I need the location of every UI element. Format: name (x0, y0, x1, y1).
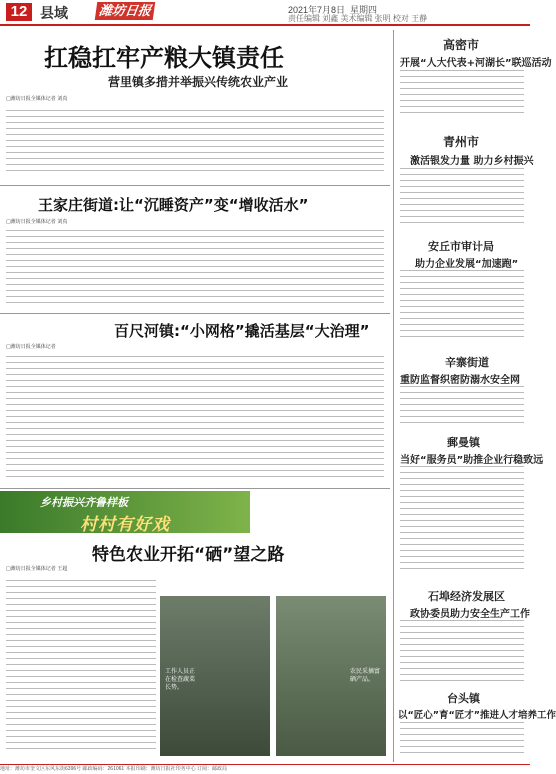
article-divider (0, 313, 390, 314)
page-footer: 地址：潍坊市奎文区东风东街6396号 邮政编码：261061 本报印刷：潍坊日报社印务中心 订阅：邮政局 (0, 764, 530, 774)
section-name: 县域 (40, 5, 68, 21)
article-title: 扛稳扛牢产粮大镇责任 (44, 44, 284, 72)
page-number: 12 (6, 3, 32, 21)
brief-body (400, 270, 524, 346)
article-byline: □潍坊日报全媒体记者 刘真 (6, 96, 68, 102)
article-body (6, 230, 384, 308)
article-title: 百尺河镇:“小网格”撬活基层“大治理” (114, 322, 370, 340)
article-subtitle: 营里镇多措并举振兴传统农业产业 (108, 75, 289, 89)
brief-title: 以“匠心”育“匠才”推进人才培养工作 (398, 710, 556, 721)
brief-location: 青州市 (443, 135, 480, 149)
brief-body (400, 386, 524, 430)
issue-weekday: 星期四 (350, 5, 378, 15)
article-title: 特色农业开拓“硒”望之路 (92, 545, 285, 565)
brief-body (400, 466, 524, 574)
photo-caption: 农民采摘富硒产品。 (350, 668, 381, 683)
newspaper-logo: 潍坊日报 (95, 2, 156, 20)
brief-location: 高密市 (443, 38, 480, 52)
article-divider (0, 185, 390, 186)
banner-top-text: 乡村振兴齐鲁样板 (40, 497, 128, 509)
brief-title: 政协委员助力安全生产工作 (410, 609, 530, 620)
header-rule (0, 24, 530, 26)
page-header (0, 0, 530, 26)
brief-body (400, 620, 524, 686)
article-body (6, 110, 384, 180)
article-body (6, 580, 156, 760)
brief-title: 助力企业发展“加速跑” (415, 259, 519, 270)
brief-location: 石埠经济发展区 (428, 590, 505, 603)
editor-credits: 责任编辑 刘鑫 美术编辑 张明 校对 王静 (288, 14, 428, 23)
issue-date: 2021年7月8日 (288, 5, 346, 15)
brief-body (400, 722, 524, 762)
article-byline: □潍坊日报全媒体记者 王超 (6, 566, 68, 572)
article-divider (0, 488, 390, 489)
column-divider (393, 30, 394, 762)
brief-location: 辛寨街道 (445, 356, 489, 369)
brief-title: 开展“人大代表+河湖长”联巡活动 (400, 58, 552, 69)
article-byline: □潍坊日报全媒体记者 (6, 344, 56, 350)
article-body (6, 356, 384, 484)
brief-body (400, 70, 524, 124)
brief-body (400, 168, 524, 230)
article-byline: □潍坊日报全媒体记者 刘真 (6, 219, 68, 225)
article-title: 王家庄街道:让“沉睡资产”变“增收活水” (38, 196, 309, 214)
photo-caption: 工作人员正在检查蔬菜长势。 (165, 668, 196, 691)
brief-location: 安丘市审计局 (428, 240, 494, 253)
brief-title: 重防监督织密防溺水安全网 (400, 375, 520, 386)
banner-main-text: 村村有好戏 (80, 515, 170, 534)
brief-location: 郵曼镇 (447, 436, 480, 449)
brief-location: 台头镇 (447, 692, 480, 705)
brief-title: 当好“服务员”助推企业行稳致远 (400, 455, 544, 466)
brief-title: 激活银发力量 助力乡村振兴 (410, 156, 534, 167)
